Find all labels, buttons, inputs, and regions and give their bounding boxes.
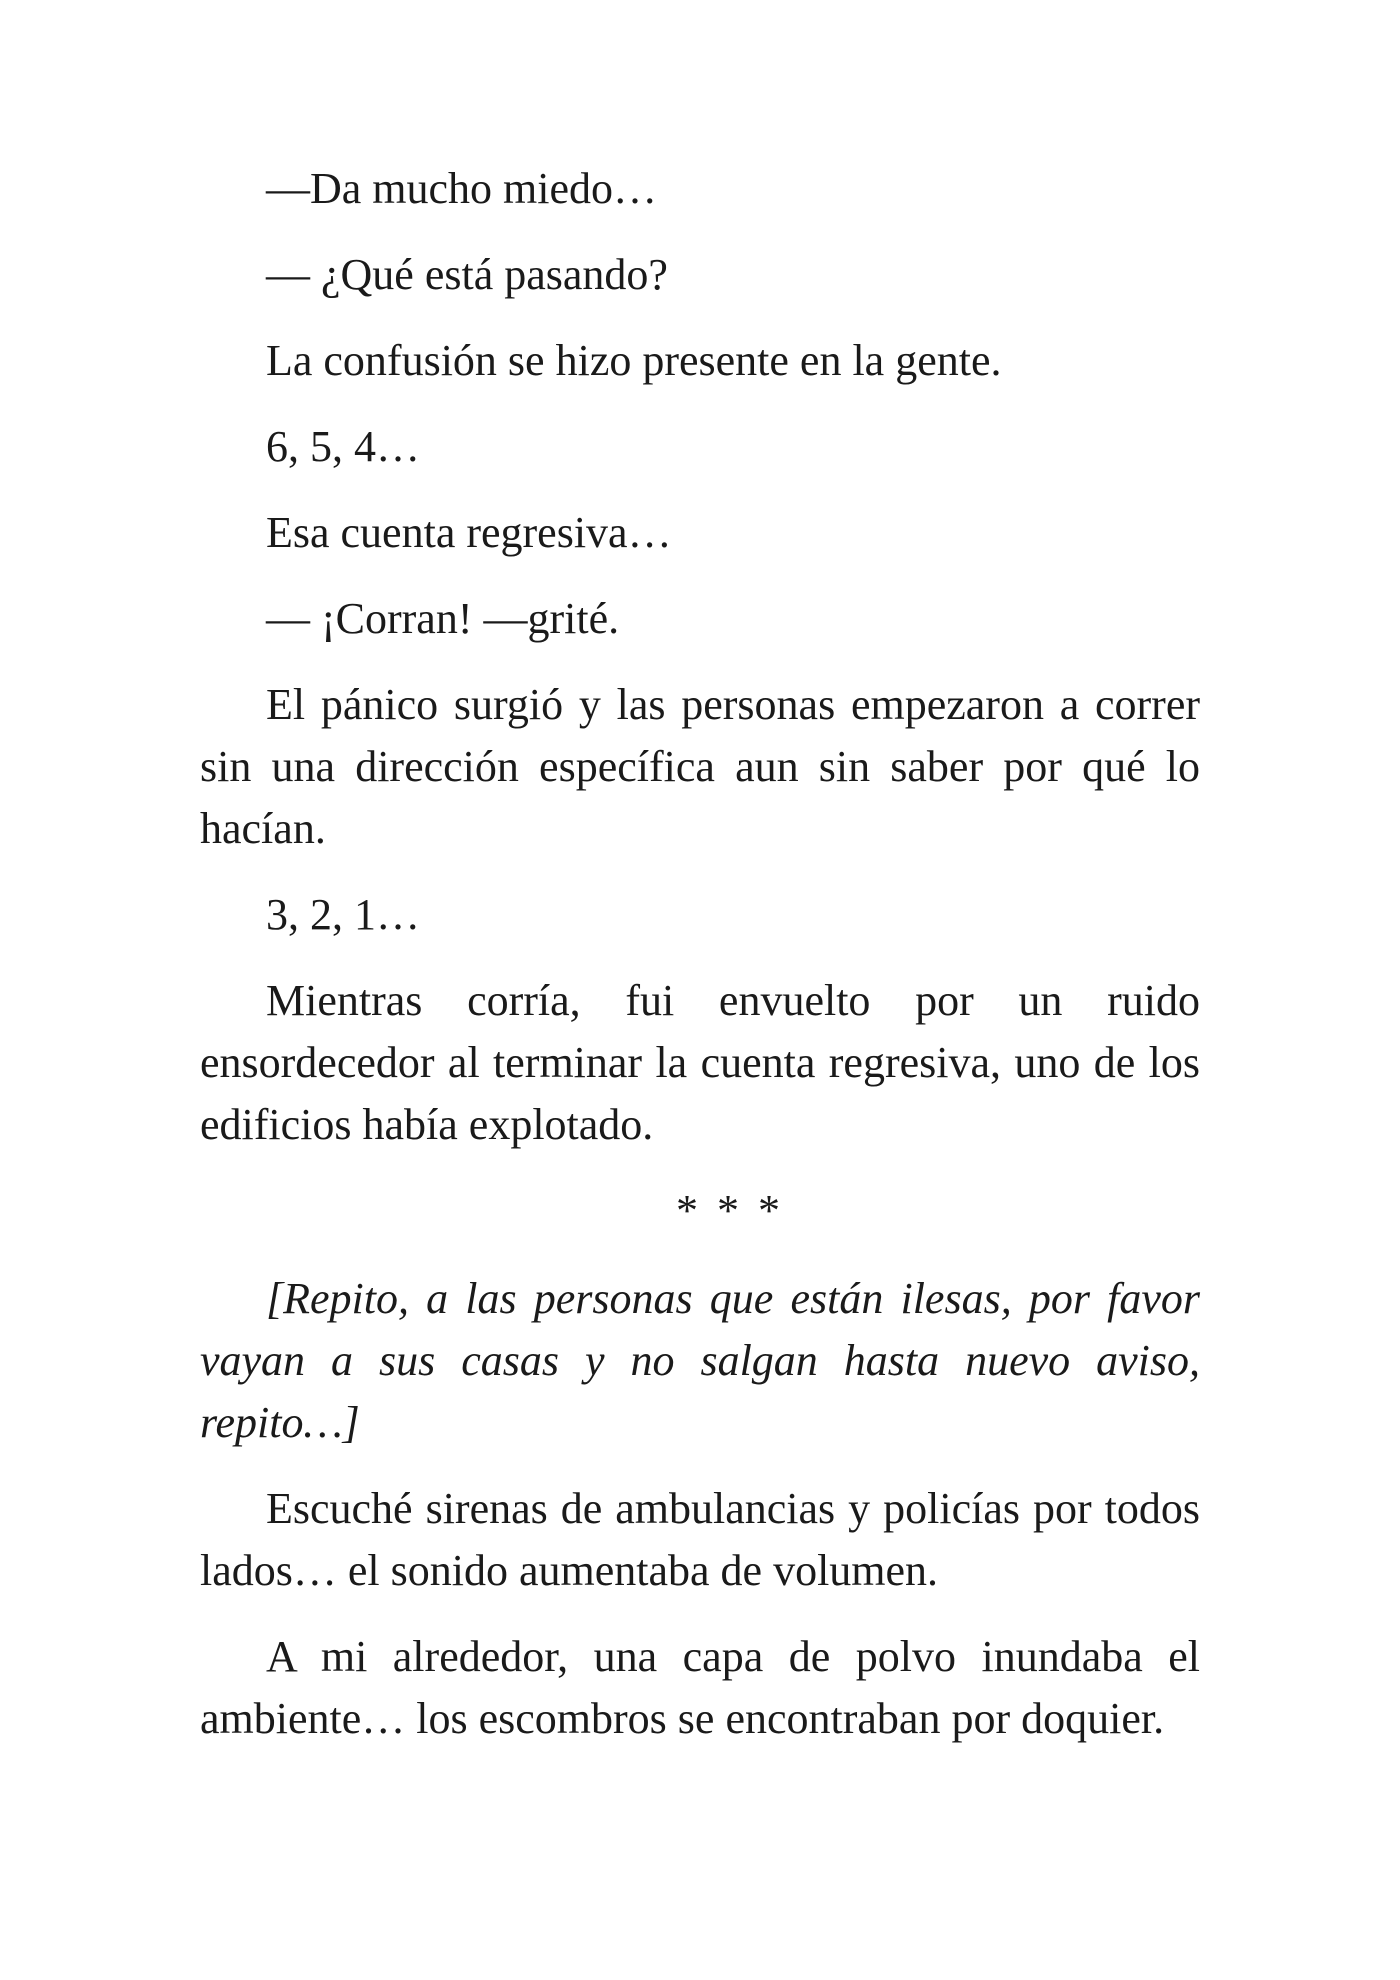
section-separator: * * * (676, 1186, 784, 1235)
broadcast-message: [Repito, a las personas que están ilesas, por favor vayan a sus casas y no salgan hasta nuevo aviso, repito…] (200, 1274, 1200, 1447)
narrative-paragraph: La confusión se hizo presente en la gente. (266, 336, 1002, 385)
narrative-paragraph: Mientras corría, fui envuelto por un ruido ensordecedor al terminar la cuenta regresiva, uno de los edificios había explotado. (200, 976, 1200, 1149)
narrative-paragraph: A mi alrededor, una capa de polvo inundaba el ambiente… los escombros se encontraban por doquier. (200, 1632, 1200, 1743)
narrative-paragraph: El pánico surgió y las personas empezaron a correr sin una dirección específica aun sin saber por qué lo hacían. (200, 680, 1200, 853)
countdown-line: 6, 5, 4… (266, 422, 420, 471)
dialogue-line: — ¡Corran! —grité. (266, 594, 620, 643)
dialogue-line: —Da mucho miedo… (266, 164, 658, 213)
narrative-paragraph: Esa cuenta regresiva… (266, 508, 672, 557)
book-page (200, 158, 1200, 1774)
countdown-line: 3, 2, 1… (266, 890, 420, 939)
narrative-paragraph: Escuché sirenas de ambulancias y policías por todos lados… el sonido aumentaba de volumen. (200, 1484, 1200, 1595)
dialogue-line: — ¿Qué está pasando? (266, 250, 668, 299)
